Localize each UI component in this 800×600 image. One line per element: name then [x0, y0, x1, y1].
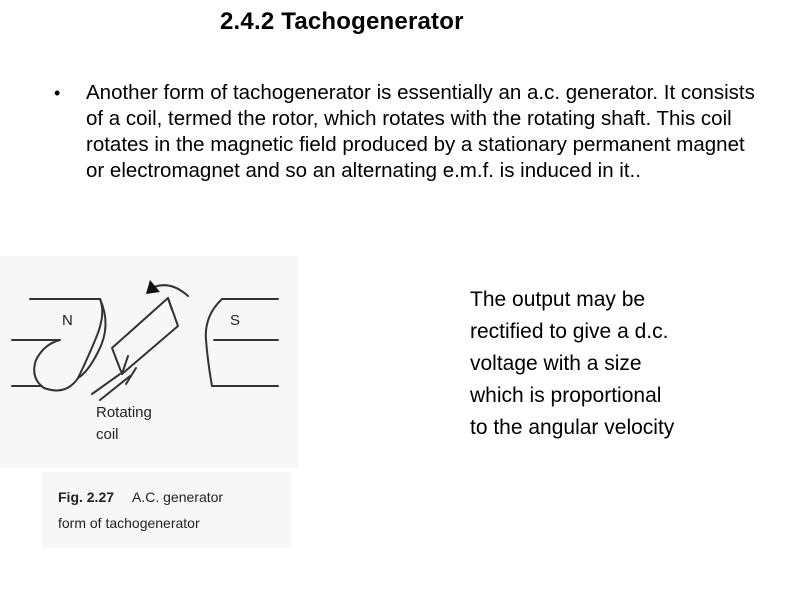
- rotation-arrow-head: [146, 280, 160, 294]
- slide-title: 2.4.2 Tachogenerator: [220, 8, 464, 35]
- side-note-line-2: rectified to give a d.c.: [470, 320, 669, 343]
- side-note: [470, 284, 770, 444]
- side-note-line-1: The output may be: [470, 288, 646, 311]
- pole-label-north: N: [62, 312, 73, 329]
- coil-label-line-2: coil: [96, 426, 119, 443]
- bullet-item: [54, 80, 766, 184]
- coil-inner-edge: [122, 298, 172, 374]
- side-note-line-3: voltage with a size: [470, 352, 642, 375]
- figure-caption: [58, 484, 223, 536]
- caption-line-1: [58, 484, 223, 510]
- caption-title: A.C. generator: [132, 489, 224, 505]
- pole-label-south: S: [230, 312, 241, 329]
- bullet-text: Another form of tachogenerator is essentially an a.c. generator. It consists of a coil, termed the rotor, which rotates with the rotating shaft. This coil rotates in the magnetic field produced by a stationary permanent magnet or electromagnet and so an alternating e.m.f. is induced in it..: [86, 81, 755, 182]
- north-pole-piece: [12, 299, 102, 390]
- bullet-marker: •: [54, 83, 61, 103]
- south-pole-piece: [206, 299, 278, 386]
- coil-label: [96, 402, 176, 446]
- rotating-coil: [112, 298, 178, 374]
- side-note-line-4: which is proportional: [470, 384, 662, 407]
- caption-line-2: form of tachogenerator: [58, 515, 200, 531]
- coil-leads: [92, 368, 136, 400]
- coil-label-line-1: Rotating: [96, 404, 152, 421]
- caption-number: Fig. 2.27: [58, 489, 115, 505]
- side-note-line-5: to the angular velocity: [470, 416, 675, 439]
